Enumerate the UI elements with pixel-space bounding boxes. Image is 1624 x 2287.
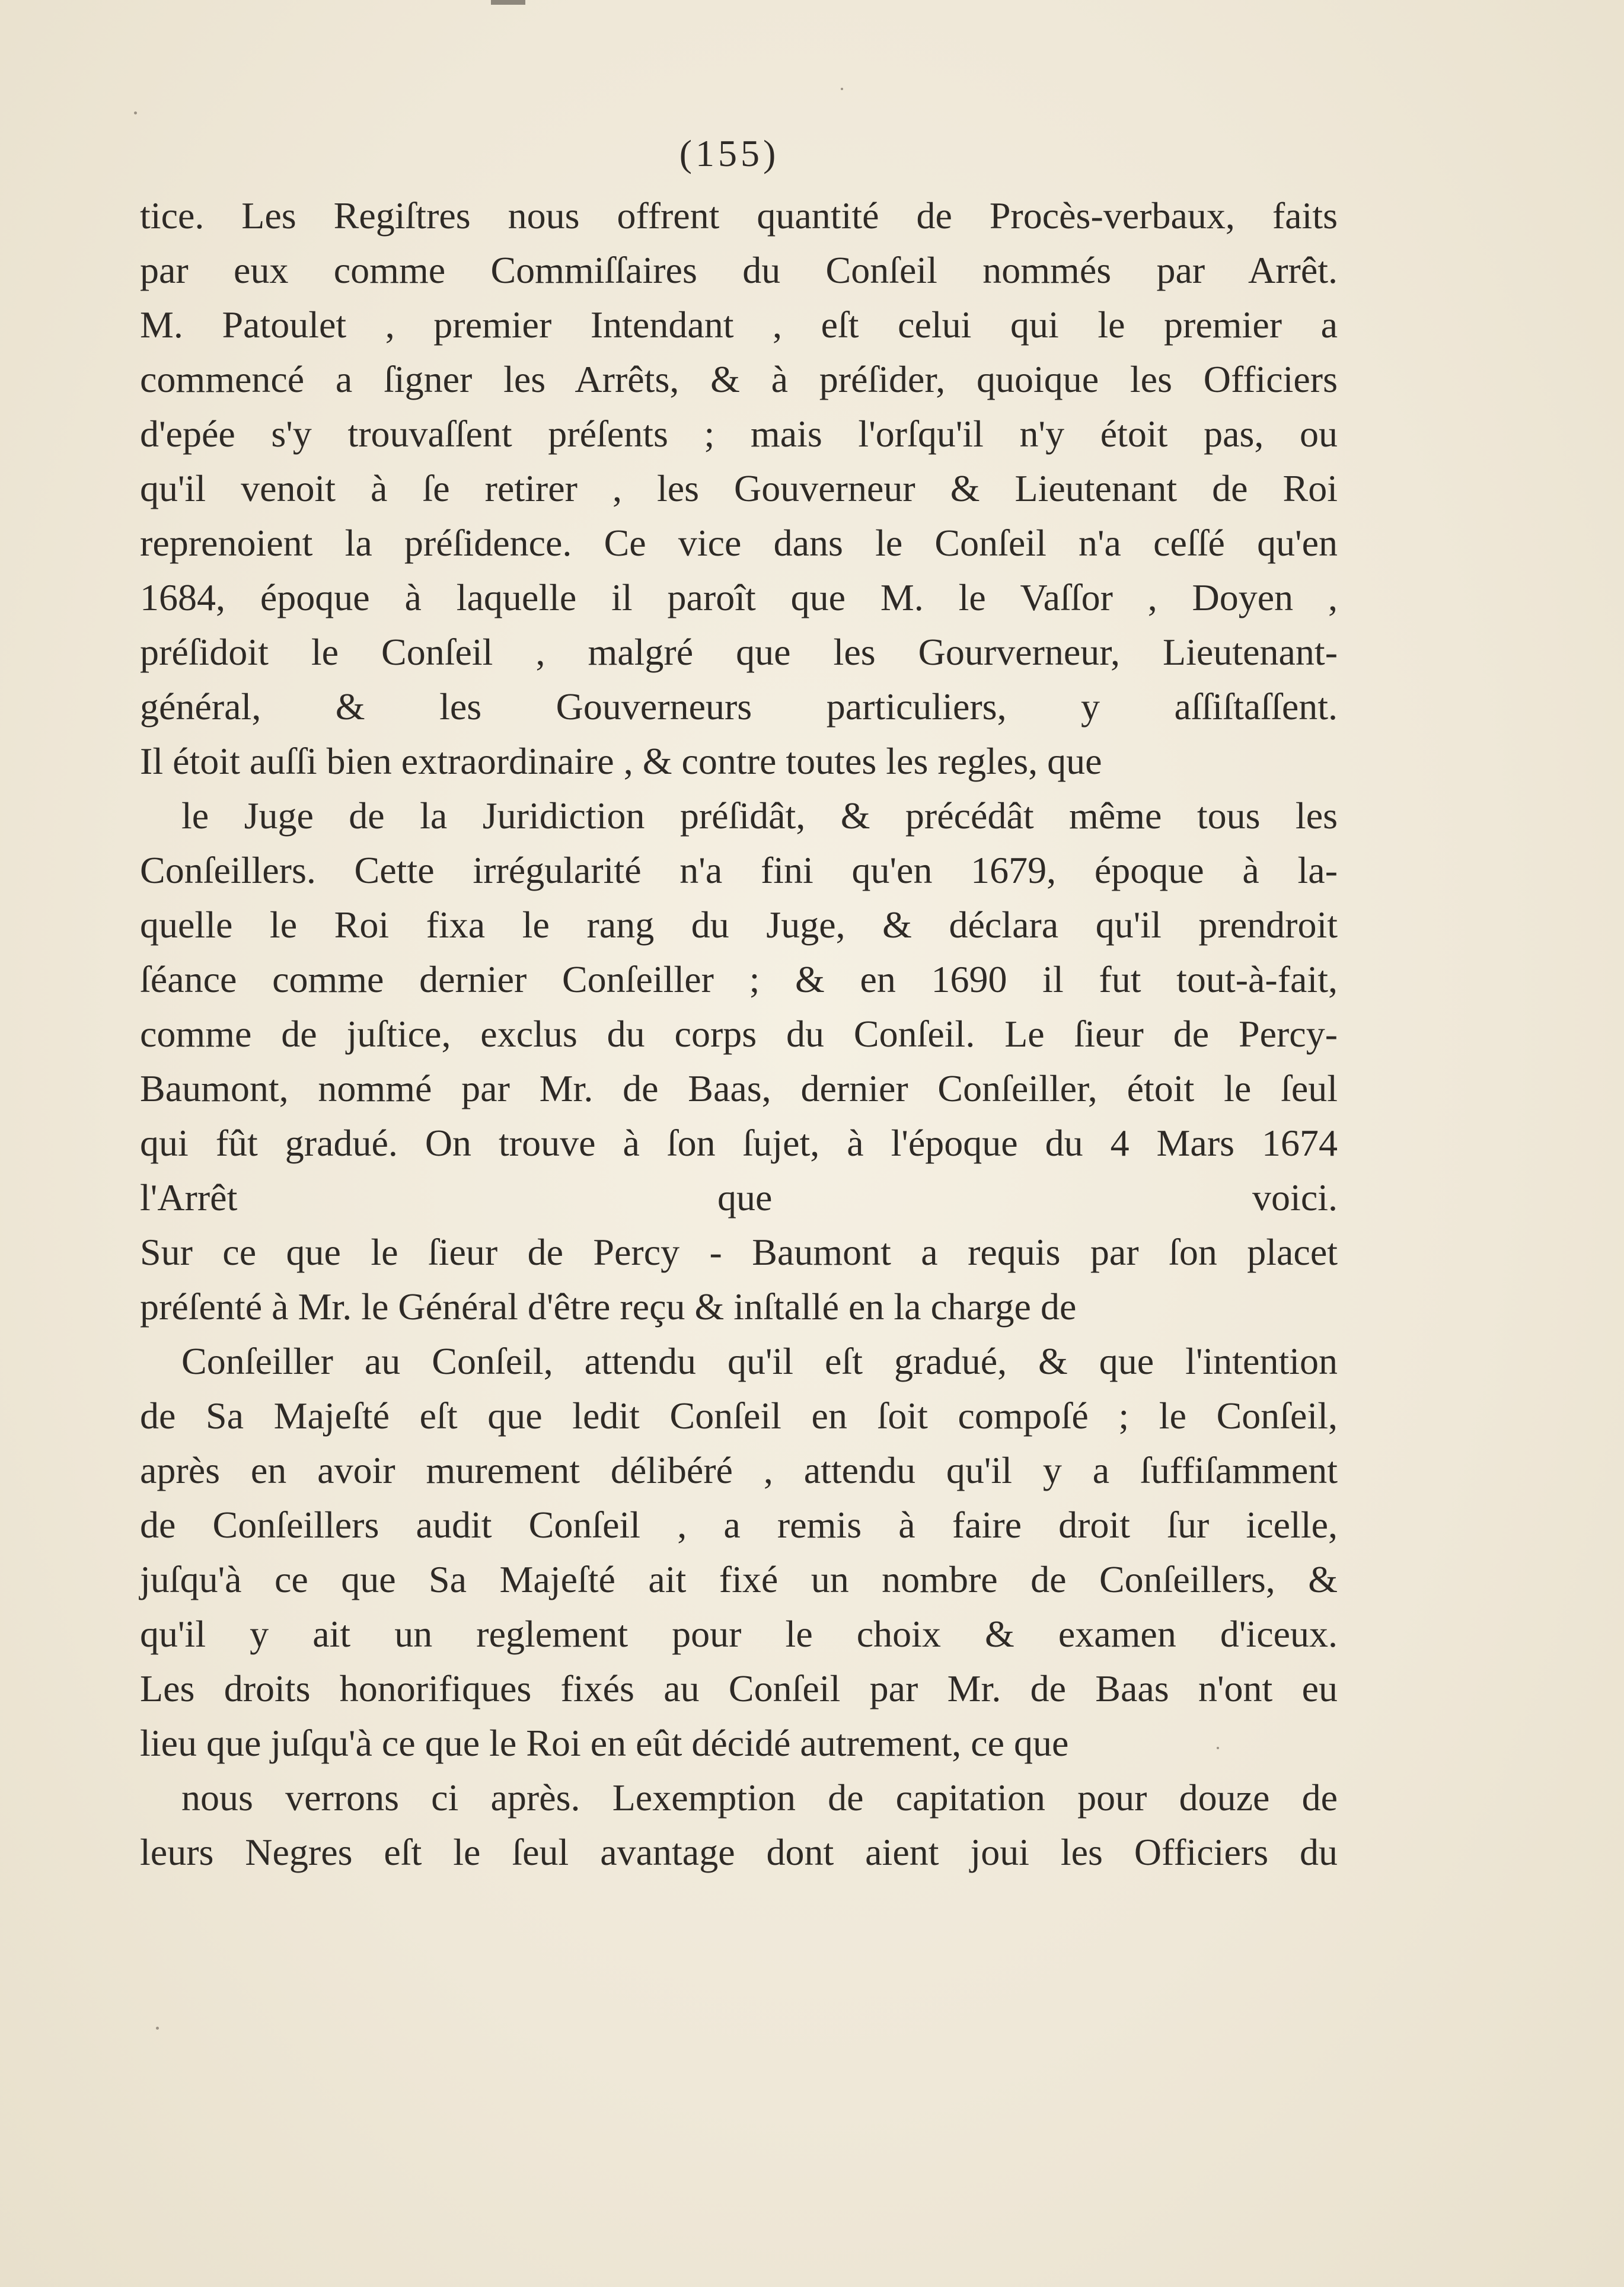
text-line: leurs Negres eſt le ſeul avantage dont aient joui les Officiers du — [140, 1831, 1338, 1873]
text-line: reprenoient la préſidence. Ce vice dans le Conſeil n'a ceſſé qu'en — [140, 522, 1338, 564]
text-line — [140, 1880, 1338, 1934]
text-line: Baumont, nommé par Mr. de Baas, dernier Conſeiller, étoit le ſeul — [140, 1067, 1338, 1109]
text-line — [140, 1934, 1338, 1989]
text-line: nous verrons ci après. Lexemption de capitation pour douze de — [181, 1776, 1338, 1819]
text-line: lieu que juſqu'à ce que le Roi en eût décidé autrement, ce que — [140, 1722, 1069, 1764]
text-line: qui fût gradué. On trouve à ſon ſujet, à l'époque du 4 Mars 1674 — [140, 1122, 1338, 1164]
text-line: juſqu'à ce que Sa Majeſté ait fixé un nombre de Conſeillers, & — [140, 1558, 1338, 1600]
paper-speck — [841, 88, 843, 90]
text-line: de Sa Majeſté eſt que ledit Conſeil en ſoit compoſé ; le Conſeil, — [140, 1395, 1338, 1437]
text-line: l'Arrêt que voici. — [140, 1176, 1338, 1219]
text-line: de Conſeillers audit Conſeil , a remis à faire droit ſur icelle, — [140, 1504, 1338, 1546]
text-line: préſidoit le Conſeil , malgré que les Gourverneur, Lieutenant- — [140, 631, 1338, 673]
paper-speck — [1217, 1747, 1219, 1749]
top-edge-mark — [491, 0, 525, 5]
text-line: d'epée s'y trouvaſſent préſents ; mais l'orſqu'il n'y étoit pas, ou — [140, 413, 1338, 455]
body-text — [140, 189, 1338, 1989]
text-line: préſenté à Mr. le Général d'être reçu & inſtallé en la charge de — [140, 1286, 1077, 1328]
text-line: qu'il y ait un reglement pour le choix & examen d'iceux. — [140, 1613, 1338, 1655]
text-line: ſéance comme dernier Conſeiller ; & en 1690 il fut tout-à-fait, — [140, 958, 1338, 1000]
text-line: Sur ce que le ſieur de Percy - Baumont a requis par ſon placet — [140, 1231, 1338, 1273]
text-line: Il étoit auſſi bien extraordinaire , & contre toutes les regles, que — [140, 740, 1102, 782]
text-line: général, & les Gouverneurs particuliers, y aſſiſtaſſent. — [140, 685, 1338, 728]
text-line: par eux comme Commiſſaires du Conſeil nommés par Arrêt. — [140, 249, 1338, 291]
text-line: Les droits honorifiques fixés au Conſeil par Mr. de Baas n'ont eu — [140, 1667, 1338, 1709]
text-line: Conſeiller au Conſeil, attendu qu'il eſt gradué, & que l'intention — [181, 1340, 1338, 1382]
text-line: comme de juſtice, exclus du corps du Conſeil. Le ſieur de Percy- — [140, 1013, 1338, 1055]
text-line: le Juge de la Juridiction préſidât, & précédât même tous les — [181, 795, 1338, 837]
paper-speck — [134, 111, 137, 114]
text-line: M. Patoulet , premier Intendant , eſt celui qui le premier a — [140, 304, 1338, 346]
text-line: après en avoir murement délibéré , attendu qu'il y a ſuffiſamment — [140, 1449, 1338, 1491]
text-line: qu'il venoit à ſe retirer , les Gouverneur & Lieutenant de Roi — [140, 467, 1338, 509]
paper-speck — [156, 2027, 159, 2030]
text-line: Conſeillers. Cette irrégularité n'a fini qu'en 1679, époque à la- — [140, 849, 1338, 891]
text-line: 1684, époque à laquelle il paroît que M. le Vaſſor , Doyen , — [140, 576, 1338, 618]
page-number: (155) — [679, 132, 780, 174]
text-line: commencé a ſigner les Arrêts, & à préſider, quoique les Officiers — [140, 358, 1338, 400]
text-line: tice. Les Regiſtres nous offrent quantité de Procès-verbaux, faits — [140, 194, 1338, 237]
text-line: quelle le Roi fixa le rang du Juge, & déclara qu'il prendroit — [140, 904, 1338, 946]
